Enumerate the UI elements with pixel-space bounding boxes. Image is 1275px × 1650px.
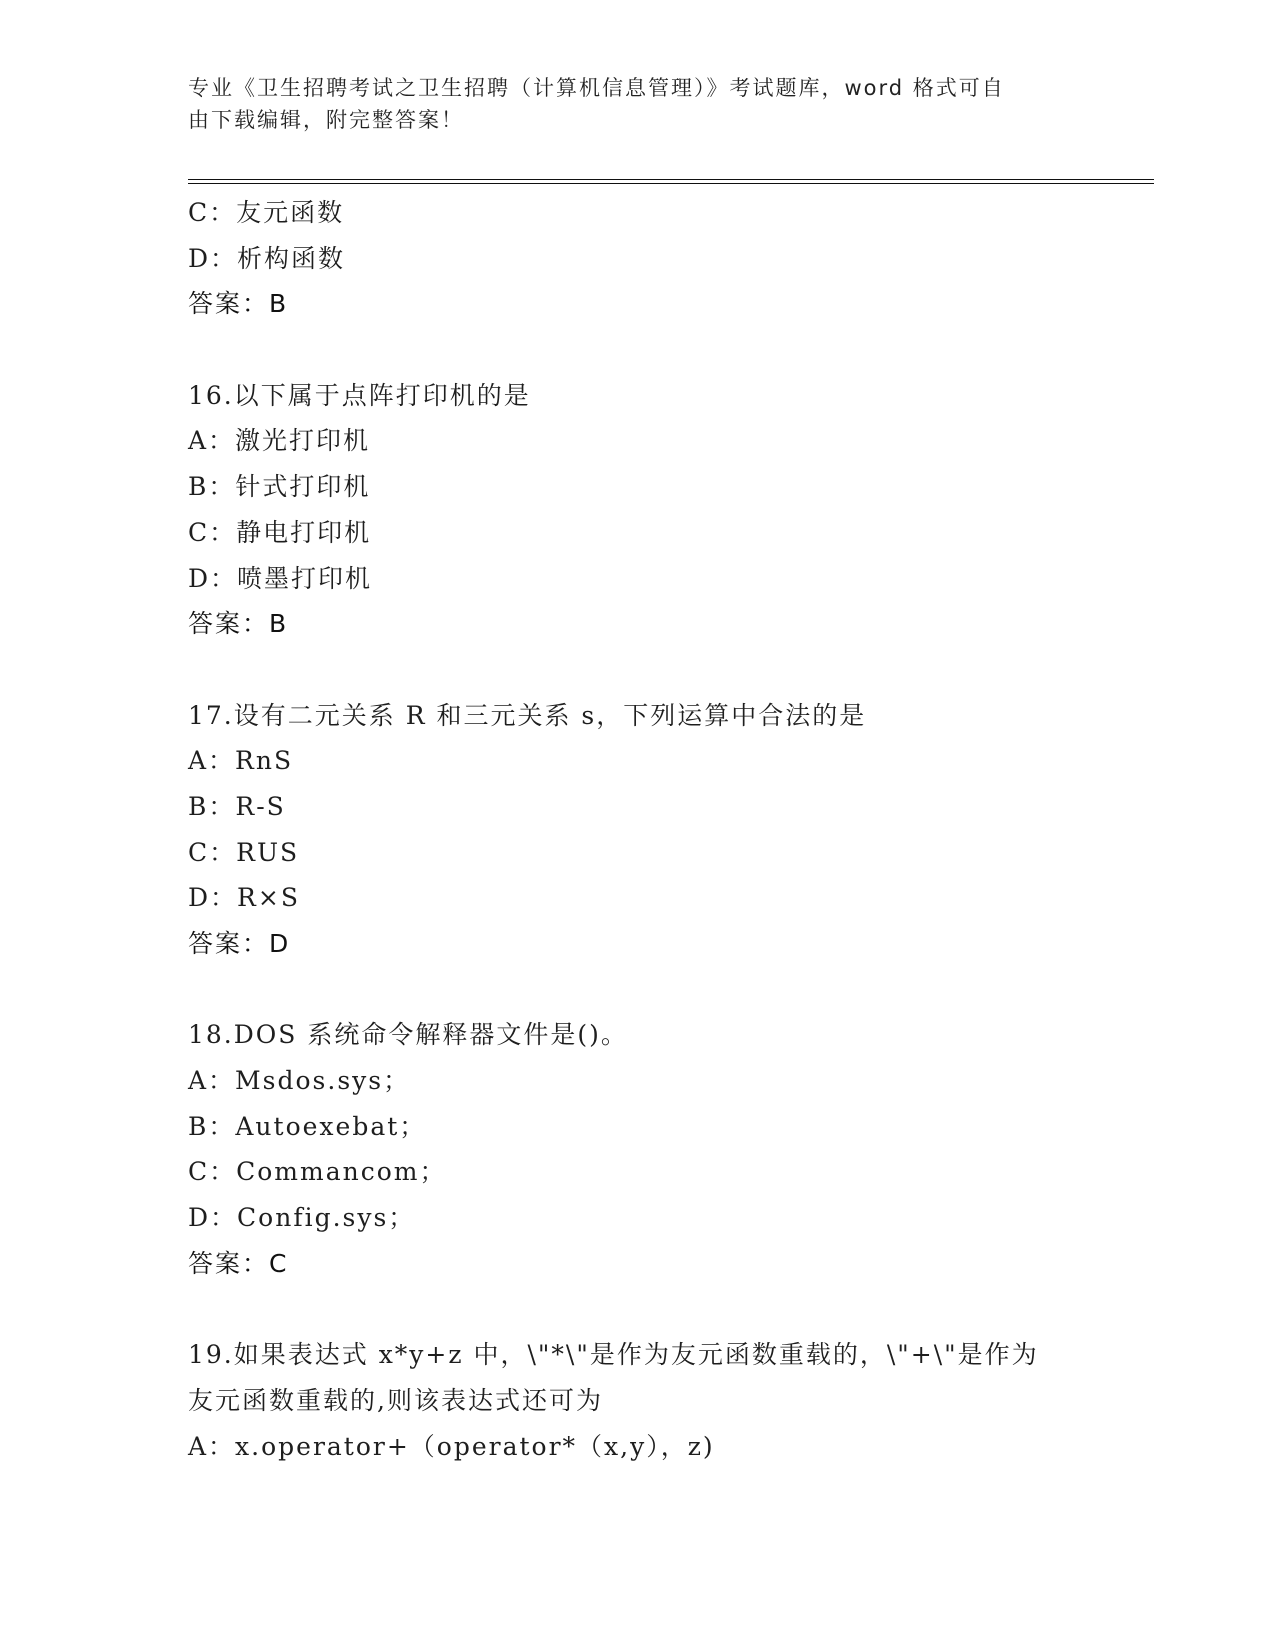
q17-option-d: D：R×S (188, 883, 300, 913)
question-list (188, 190, 1148, 1469)
q16-question: 16.以下属于点阵打印机的是 (188, 380, 531, 410)
header-divider-top (188, 179, 1154, 180)
q19-question-line-2: 友元函数重载的,则该表达式还可为 (188, 1385, 603, 1415)
q17-question: 17.设有二元关系 R 和三元关系 s，下列运算中合法的是 (188, 700, 867, 730)
q18-option-d: D：Config.sys； (188, 1203, 416, 1233)
header-divider-bottom (188, 183, 1154, 184)
q16-option-a: A：激光打印机 (188, 426, 371, 456)
header-line-2: 由下载编辑，附完整答案！ (188, 108, 464, 132)
q16-option-d: D：喷墨打印机 (188, 563, 373, 593)
q18-question: 18.DOS 系统命令解释器文件是()。 (188, 1020, 628, 1050)
document-header (188, 72, 1088, 136)
spacer (188, 1287, 1148, 1333)
q18-option-b: B：Autoexebat； (188, 1111, 427, 1141)
spacer (188, 647, 1148, 693)
q16-answer: 答案：B (188, 609, 289, 639)
q18-option-a: A：Msdos.sys； (188, 1066, 411, 1096)
spacer (188, 967, 1148, 1013)
q19-option-a: A：x.operator+（operator*（x,y），z) (188, 1431, 715, 1461)
q17-option-c: C：RUS (188, 837, 300, 867)
q16-option-c: C：静电打印机 (188, 517, 372, 547)
spacer (188, 327, 1148, 373)
q19-question-line-1: 19.如果表达式 x*y+z 中，\"*\"是作为友元函数重载的，\"+\"是作为 (188, 1340, 1039, 1370)
q16-option-b: B：针式打印机 (188, 472, 371, 502)
q17-option-a: A：RnS (188, 746, 294, 776)
header-line-1: 专业《卫生招聘考试之卫生招聘（计算机信息管理）》考试题库，word 格式可自 (188, 76, 1005, 100)
q18-answer: 答案：C (188, 1248, 289, 1278)
q15-answer: 答案：B (188, 289, 289, 319)
q17-answer: 答案：D (188, 929, 291, 958)
q15-option-d: D：析构函数 (188, 243, 346, 273)
q15-option-c: C：友元函数 (188, 198, 345, 227)
q17-option-b: B：R-S (188, 791, 286, 821)
q18-option-c: C：Commancom； (188, 1157, 447, 1187)
